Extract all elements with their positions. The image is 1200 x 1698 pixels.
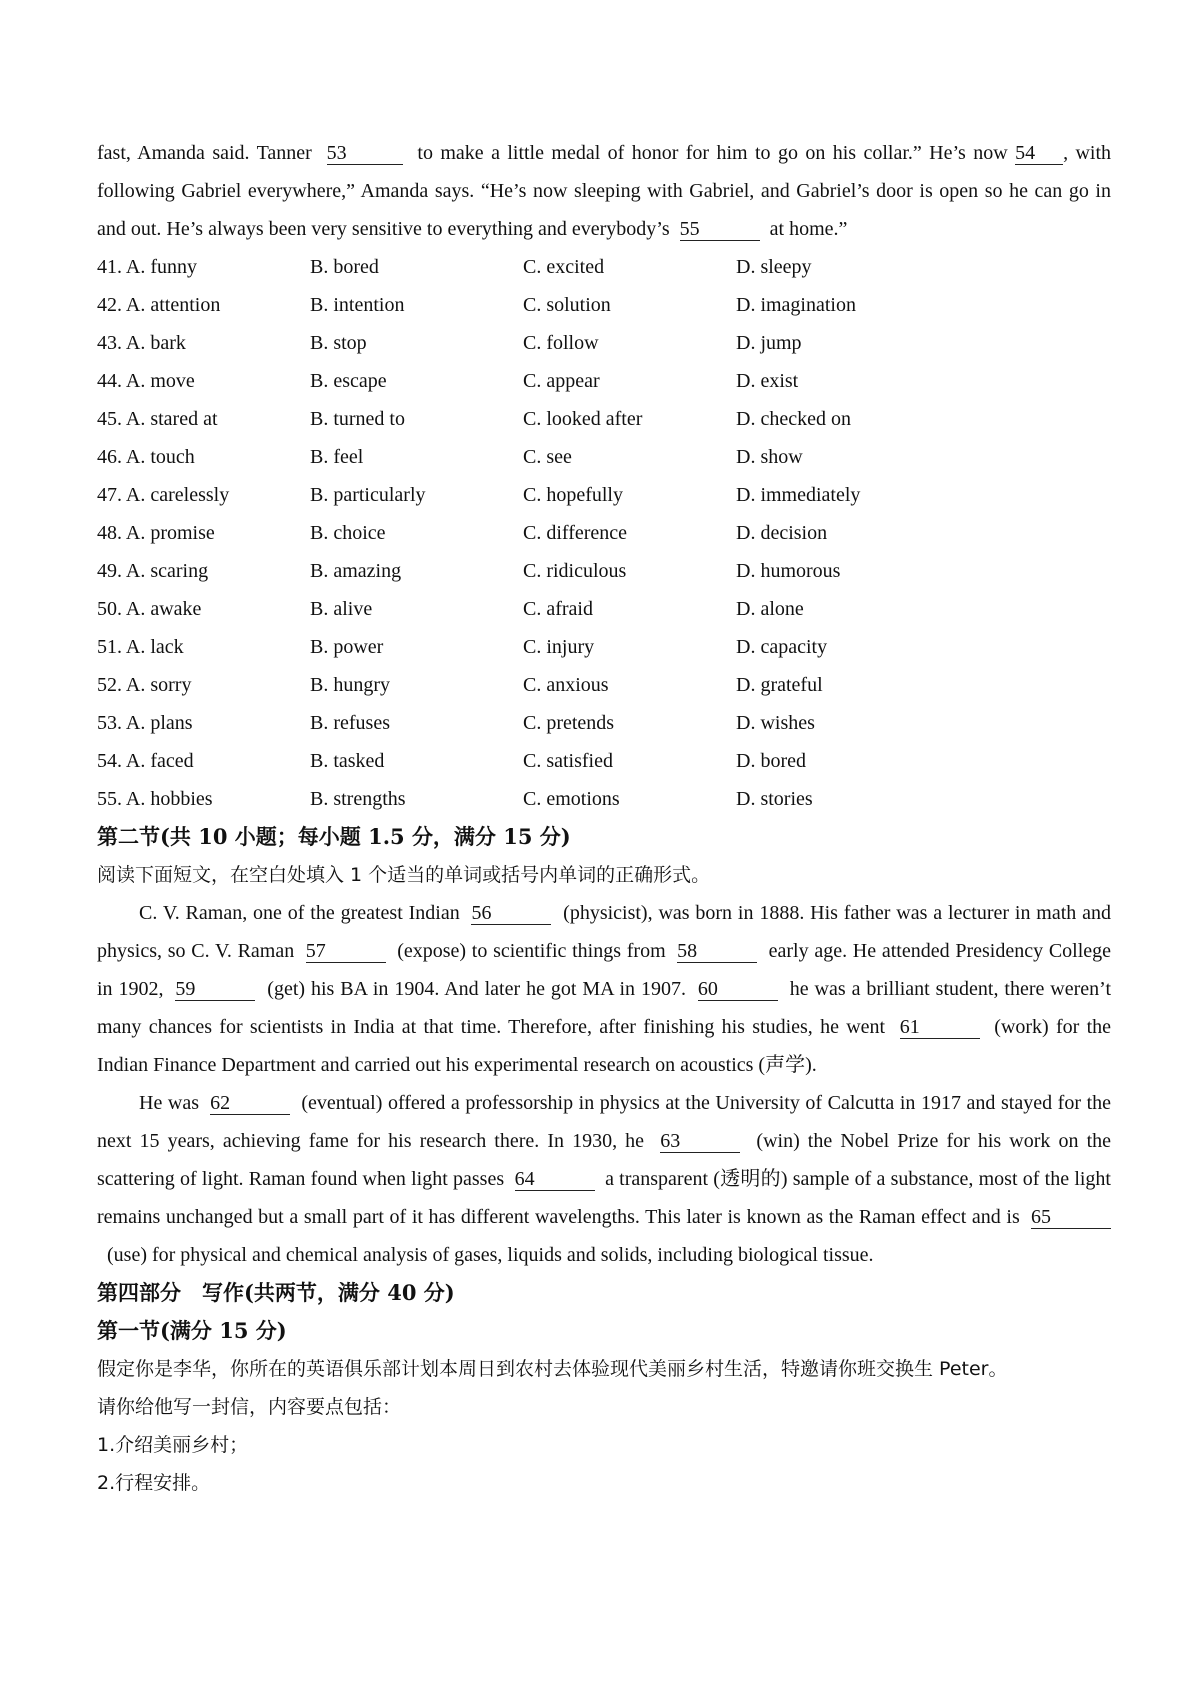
blank-61: 61 (900, 1016, 980, 1039)
passage-text: to make a little medal of honor for him to go on his collar.” He’s now (417, 142, 1008, 164)
option-row (97, 362, 1111, 400)
option-b: B. power (310, 636, 384, 658)
option-c: C. injury (523, 636, 595, 658)
blank-53: 53 (327, 142, 403, 165)
option-d: D. sleepy (736, 256, 812, 278)
option-row (97, 704, 1111, 742)
blank-65: 65 (1031, 1206, 1111, 1229)
option-c: C. anxious (523, 674, 609, 696)
option-b: B. strengths (310, 788, 406, 810)
option-row (97, 324, 1111, 362)
option-row (97, 666, 1111, 704)
option-a: 52. A. sorry (97, 674, 192, 696)
option-b: B. bored (310, 256, 379, 278)
blank-58: 58 (677, 940, 757, 963)
option-row (97, 286, 1111, 324)
raman-paragraph-2 (97, 1084, 1111, 1274)
option-b: B. particularly (310, 484, 426, 506)
passage-text: , with following Gabriel everywhere,” Amanda says. “He’s now sleeping with Gabriel, and Gabriel’s door is open so he can go in and out. He’s always been very sensitive to everything and everybody’s (97, 142, 1112, 240)
option-d: D. bored (736, 750, 806, 772)
option-c: C. looked after (523, 408, 643, 430)
option-b: B. hungry (310, 674, 390, 696)
option-b: B. choice (310, 522, 386, 544)
passage-text: He was (139, 1092, 199, 1114)
option-d: D. jump (736, 332, 802, 354)
option-d: D. exist (736, 370, 799, 392)
blank-55: 55 (680, 218, 760, 241)
option-c: C. difference (523, 522, 628, 544)
blank-54: 54 (1015, 142, 1063, 165)
blank-59: 59 (175, 978, 255, 1001)
passage-text: fast, Amanda said. Tanner (97, 142, 312, 164)
option-a: 50. A. awake (97, 598, 202, 620)
passage-text: (work) for the Indian Finance Department and carried out his experimental research on acoustics (声学). (97, 1016, 1112, 1076)
option-c: C. emotions (523, 788, 620, 810)
option-c: C. see (523, 446, 572, 468)
option-a: 46. A. touch (97, 446, 195, 468)
option-c: C. pretends (523, 712, 615, 734)
blank-64: 64 (515, 1168, 595, 1191)
option-b: B. tasked (310, 750, 385, 772)
part4-heading: 第四部分 写作(共两节，满分 40 分) (97, 1280, 455, 1305)
option-b: B. amazing (310, 560, 402, 582)
options-list (97, 248, 1111, 818)
option-row (97, 742, 1111, 780)
option-row (97, 628, 1111, 666)
option-c: C. follow (523, 332, 599, 354)
writing-prompt-line-1: 假定你是李华，你所在的英语俱乐部计划本周日到农村去体验现代美丽乡村生活，特邀请你班交换生 Peter。 (97, 1358, 1008, 1380)
option-d: D. grateful (736, 674, 823, 696)
option-d: D. humorous (736, 560, 841, 582)
passage-text: (use) for physical and chemical analysis of gases, liquids and solids, including biological tissue. (107, 1244, 874, 1266)
option-d: D. stories (736, 788, 813, 810)
option-d: D. imagination (736, 294, 856, 316)
passage-text: (get) his BA in 1904. And later he got MA in 1907. (267, 978, 686, 1000)
option-c: C. appear (523, 370, 600, 392)
option-row (97, 248, 1111, 286)
option-a: 55. A. hobbies (97, 788, 213, 810)
option-d: D. alone (736, 598, 804, 620)
writing-point-2: 2.行程安排。 (97, 1472, 211, 1494)
blank-56: 56 (471, 902, 551, 925)
writing-prompt-line-2: 请你给他写一封信，内容要点包括： (97, 1396, 402, 1418)
passage-text: C. V. Raman, one of the greatest Indian (139, 902, 460, 924)
raman-paragraph-1 (97, 894, 1111, 1084)
option-a: 48. A. promise (97, 522, 215, 544)
passage-text: at home.” (769, 218, 848, 240)
option-row (97, 514, 1111, 552)
option-a: 49. A. scaring (97, 560, 209, 582)
passage-text: a transparent (透明的) sample of a substance, most of the light remains unchanged but a small part of it has different wavelengths. This later is known as the Raman effect and is (97, 1168, 1111, 1228)
option-b: B. feel (310, 446, 364, 468)
option-a: 47. A. carelessly (97, 484, 230, 506)
option-b: B. stop (310, 332, 367, 354)
option-row (97, 438, 1111, 476)
option-c: C. afraid (523, 598, 593, 620)
option-row (97, 400, 1111, 438)
option-b: B. intention (310, 294, 405, 316)
option-a: 45. A. stared at (97, 408, 218, 430)
option-d: D. checked on (736, 408, 851, 430)
option-c: C. satisfied (523, 750, 613, 772)
part4-sub-heading: 第一节(满分 15 分) (97, 1318, 287, 1343)
passage-text: early age. He attended Presidency College in 1902, (97, 940, 1112, 1000)
passage-text: he was a brilliant student, there weren’t many chances for scientists in India at that time. Therefore, after finishing his studies, he went (97, 978, 1112, 1038)
option-a: 44. A. move (97, 370, 195, 392)
writing-point-1: 1.介绍美丽乡村； (97, 1434, 249, 1456)
option-d: D. decision (736, 522, 828, 544)
option-a: 41. A. funny (97, 256, 197, 278)
exam-page (97, 134, 1111, 1502)
option-c: C. solution (523, 294, 611, 316)
option-row (97, 780, 1111, 818)
option-a: 51. A. lack (97, 636, 184, 658)
option-a: 43. A. bark (97, 332, 186, 354)
option-c: C. hopefully (523, 484, 623, 506)
section2-instruction: 阅读下面短文，在空白处填入 1 个适当的单词或括号内单词的正确形式。 (97, 864, 711, 886)
option-b: B. alive (310, 598, 373, 620)
option-c: C. excited (523, 256, 605, 278)
option-a: 54. A. faced (97, 750, 194, 772)
option-c: C. ridiculous (523, 560, 627, 582)
blank-63: 63 (660, 1130, 740, 1153)
option-d: D. capacity (736, 636, 828, 658)
passage-text: (expose) to scientific things from (397, 940, 666, 962)
blank-62: 62 (210, 1092, 290, 1115)
option-b: B. refuses (310, 712, 390, 734)
option-d: D. wishes (736, 712, 815, 734)
option-a: 53. A. plans (97, 712, 193, 734)
passage-text: (eventual) offered a professorship in physics at the University of Calcutta in 1917 and stayed for the next 15 years, achieving fame for his research there. In 1930, he (97, 1092, 1111, 1152)
blank-60: 60 (698, 978, 778, 1001)
passage-text: (physicist), was born in 1888. His father was a lecturer in math and physics, so C. V. Raman (97, 902, 1112, 962)
blank-57: 57 (306, 940, 386, 963)
passage-tail (97, 134, 1111, 248)
option-row (97, 552, 1111, 590)
option-b: B. escape (310, 370, 387, 392)
option-d: D. immediately (736, 484, 861, 506)
option-row (97, 590, 1111, 628)
section2-heading: 第二节(共 10 小题；每小题 1.5 分，满分 15 分) (97, 824, 571, 849)
option-row (97, 476, 1111, 514)
option-a: 42. A. attention (97, 294, 221, 316)
option-d: D. show (736, 446, 803, 468)
passage-text: (win) the Nobel Prize for his work on the scattering of light. Raman found when light passes (97, 1130, 1112, 1190)
option-b: B. turned to (310, 408, 405, 430)
